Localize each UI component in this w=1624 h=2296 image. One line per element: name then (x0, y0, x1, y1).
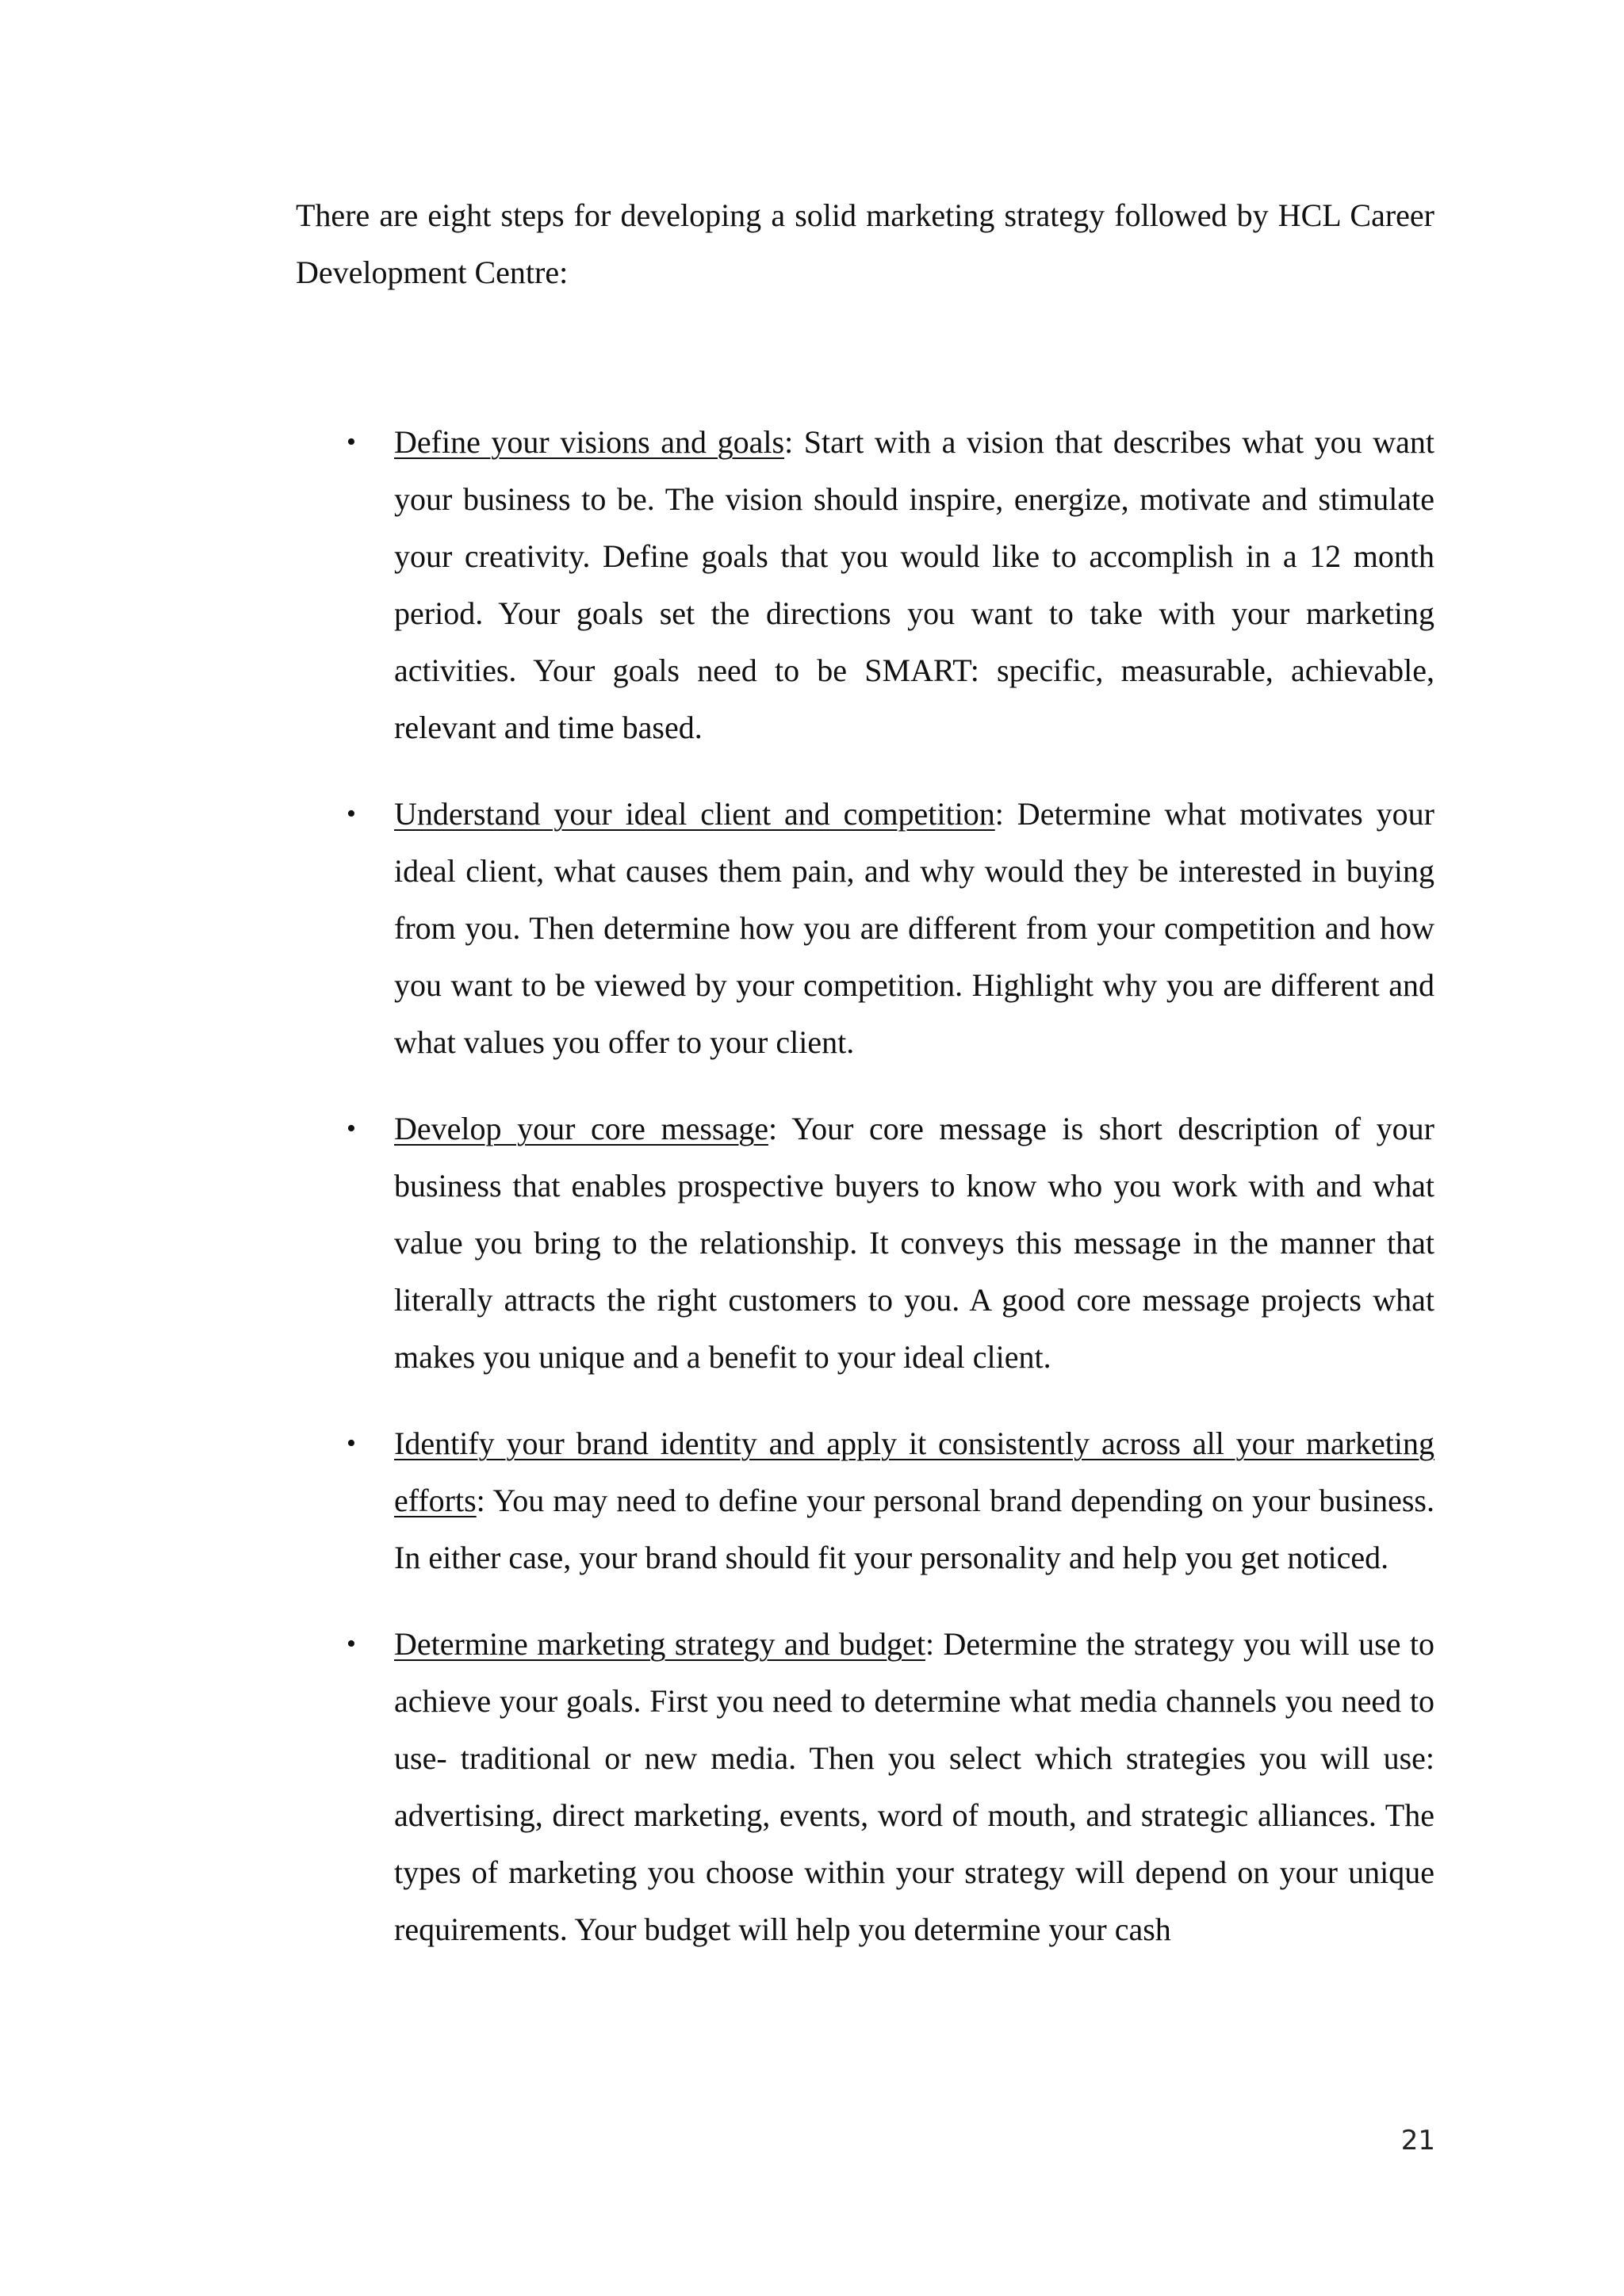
bullet-icon: • (347, 427, 356, 457)
list-item (296, 786, 1434, 1071)
page-number: 21 (1400, 2125, 1435, 2156)
step-heading: Understand your ideal client and competition (394, 796, 995, 832)
bullet-icon: • (347, 1114, 356, 1143)
marketing-steps-list (296, 414, 1434, 1988)
step-heading: Identify your brand identity and apply it consistently across all your marketing efforts (394, 1425, 1434, 1518)
list-item (296, 1616, 1434, 1958)
step-text: : Determine the strategy you will use to achieve your goals. First you need to determine what media channels you need to use- traditional or new media. Then you select which strategies you will use: advertising, direct marketing, events, word of mouth, and strategic alliances. The types of marketing you choose within your strategy will depend on your unique requirements. Your budget will help you determine your cash (394, 1626, 1435, 1947)
list-item (296, 1100, 1434, 1386)
step-heading: Define your visions and goals (394, 424, 785, 460)
step-heading: Develop your core message (394, 1111, 768, 1146)
intro-paragraph: There are eight steps for developing a solid marketing strategy followed by HCL Career Development Centre: (296, 197, 1434, 290)
step-text: : Your core message is short description of your business that enables prospective buyers to know who you work with and what value you bring to the relationship. It conveys this message in the manner that literally attracts the right customers to you. A good core message projects what makes you unique and a benefit to your ideal client. (394, 1111, 1434, 1375)
list-item (296, 414, 1434, 756)
step-text: : Determine what motivates your ideal client, what causes them pain, and why would they be interested in buying from you. Then determine how you are different from your competition and how you want to be viewed by your competition. Highlight why you are different and what values you offer to your client. (394, 796, 1434, 1060)
bullet-icon: • (347, 799, 356, 828)
step-text: : Start with a vision that describes what you want your business to be. The vision should inspire, energize, motivate and stimulate your creativity. Define goals that you would like to accomplish in a 12 month period. Your goals set the directions you want to take with your marketing activities. Your goals need to be SMART: specific, measurable, achievable, relevant and time based. (394, 424, 1434, 745)
step-text: : You may need to define your personal brand depending on your business. In either case, your brand should fit your personality and help you get noticed. (394, 1483, 1434, 1575)
list-item (296, 1415, 1434, 1586)
bullet-icon: • (347, 1429, 356, 1458)
bullet-icon: • (347, 1629, 356, 1659)
step-heading: Determine marketing strategy and budget (394, 1626, 925, 1662)
